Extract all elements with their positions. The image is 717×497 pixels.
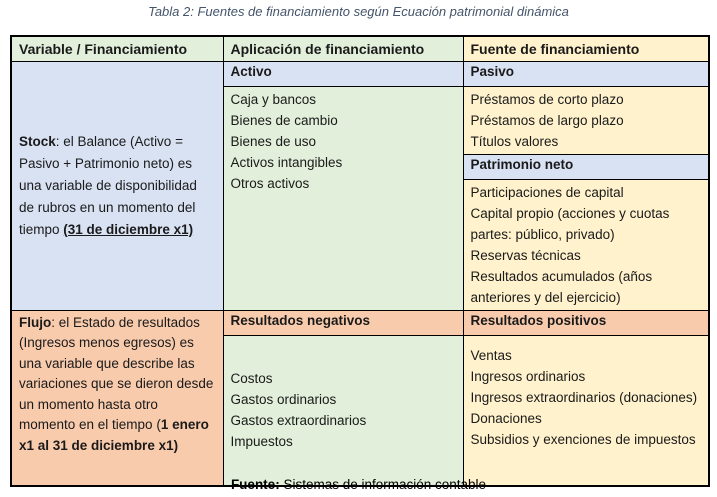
resultados-negativos-subheader: Resultados negativos <box>223 310 463 335</box>
source-text: Sistemas de información contable <box>279 477 487 492</box>
pasivo-list <box>463 86 709 154</box>
resultados-negativos-list <box>223 335 463 486</box>
list-item: Costos <box>230 371 273 387</box>
header-row <box>11 36 709 61</box>
list-item: Caja y bancos <box>230 91 317 107</box>
flujo-highlight: 1 enero x1 al 31 de diciembre x1) <box>19 417 209 453</box>
patrimonio-list <box>463 179 709 310</box>
list-item: Activos intangibles <box>230 154 343 170</box>
stock-term: Stock <box>19 133 56 149</box>
list-item: Bienes de uso <box>230 133 317 149</box>
source-note <box>0 477 717 492</box>
activo-subheader: Activo <box>223 61 463 86</box>
resultados-positivos-list <box>463 335 709 486</box>
list-item: Capital propio (acciones y cuotas partes: público, privado) <box>470 205 670 242</box>
col-header-fuente: Fuente de financiamiento <box>463 36 709 61</box>
list-item: Otros activos <box>230 175 310 191</box>
list-item: Donaciones <box>470 410 542 426</box>
list-item: Bienes de cambio <box>230 112 338 128</box>
stock-highlight: (31 de diciembre x1) <box>63 221 194 237</box>
list-item: Subsidios y exenciones de impuestos <box>470 431 696 447</box>
list-item: Ventas <box>470 347 512 363</box>
patrimonio-subheader: Patrimonio neto <box>463 154 709 179</box>
flujo-cell <box>11 310 223 486</box>
stock-body: : el Balance (Activo = Pasivo + Patrimonio neto) es una variable de disponibilidad de rubros en un momento del tiempo <box>19 133 197 237</box>
list-item: Préstamos de corto plazo <box>470 91 624 107</box>
list-item: Títulos valores <box>470 133 559 149</box>
table-title: Tabla 2: Fuentes de financiamiento según Ecuación patrimonial dinámica <box>148 4 569 19</box>
list-item: Gastos extraordinarios <box>230 413 367 429</box>
activo-list <box>223 86 463 310</box>
list-item: Ingresos extraordinarios (donaciones) <box>470 389 698 405</box>
list-item: Resultados acumulados (años anteriores y del ejercicio) <box>470 268 653 305</box>
stock-cell <box>11 61 223 310</box>
list-item: Ingresos ordinarios <box>470 368 586 384</box>
list-item: Impuestos <box>230 434 293 450</box>
list-item: Préstamos de largo plazo <box>470 112 624 128</box>
col-header-aplicacion: Aplicación de financiamiento <box>223 36 463 61</box>
flujo-row <box>11 310 709 335</box>
pasivo-subheader: Pasivo <box>463 61 709 86</box>
stock-row <box>11 61 709 86</box>
list-item: Reservas técnicas <box>470 247 581 263</box>
financing-table <box>10 35 710 487</box>
source-label: Fuente: <box>230 477 280 492</box>
flujo-body: : el Estado de resultados (Ingresos menos egresos) es una variable que describe las variaciones que se dieron desde un momento hasta otro momento en el tiempo ( <box>19 314 214 432</box>
col-header-variable: Variable / Financiamiento <box>11 36 223 61</box>
list-item: Gastos ordinarios <box>230 392 337 408</box>
resultados-positivos-subheader: Resultados positivos <box>463 310 709 335</box>
flujo-term: Flujo <box>19 314 52 330</box>
list-item: Participaciones de capital <box>470 184 624 200</box>
